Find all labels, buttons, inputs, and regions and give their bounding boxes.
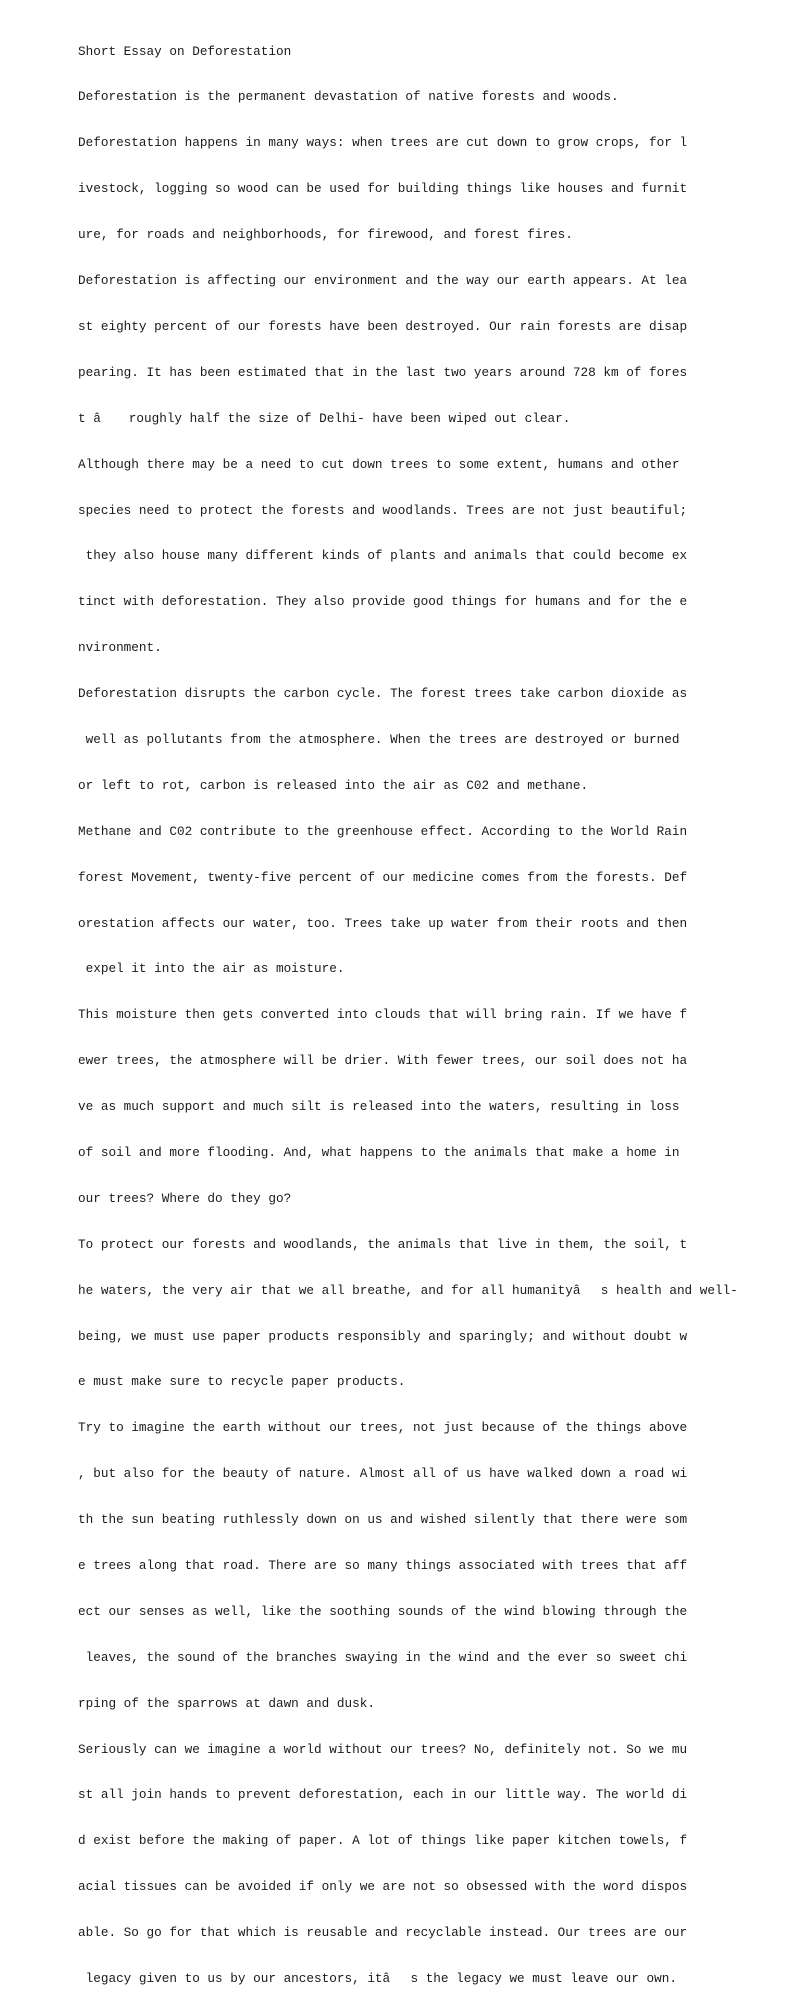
text-line: forest Movement, twenty-five percent of our medicine comes from the forests. Def [78,869,688,885]
text-line: well as pollutants from the atmosphere. When the trees are destroyed or burned [78,731,680,747]
text-line: e trees along that road. There are so many things associated with trees that aff [78,1557,688,1573]
text-line: acial tissues can be avoided if only we are not so obsessed with the word dispos [78,1879,688,1895]
text-line: ivestock, logging so wood can be used for building things like houses and furnit [78,181,688,197]
text-line: ect our senses as well, like the soothing sounds of the wind blowing through the [78,1603,688,1619]
text-line: ewer trees, the atmosphere will be drier. With fewer trees, our soil does not ha [78,1053,688,1069]
text-line: or left to rot, carbon is released into the air as C02 and methane. [78,777,589,793]
text-line: To protect our forests and woodlands, the animals that live in them, the soil, t [78,1236,688,1252]
essay-title: Short Essay on Deforestation [78,43,292,59]
text-line: d exist before the making of paper. A lot of things like paper kitchen towels, f [78,1833,688,1849]
text-line: he waters, the very air that we all breathe, and for all humanityâs health and well- [78,1282,738,1298]
text-line: expel it into the air as moisture. [78,961,345,977]
text-line: legacy given to us by our ancestors, itâs the legacy we must leave our own. [78,1971,677,1986]
text-line: ve as much support and much silt is released into the waters, resulting in loss [78,1099,680,1115]
text-line: , but also for the beauty of nature. Almost all of us have walked down a road wi [78,1466,688,1482]
text-line: they also house many different kinds of plants and animals that could become ex [78,548,688,564]
text-line: ure, for roads and neighborhoods, for firewood, and forest fires. [78,227,573,243]
text-line: of soil and more flooding. And, what happens to the animals that make a home in [78,1144,680,1160]
text-line: Try to imagine the earth without our trees, not just because of the things above [78,1420,688,1436]
text-line: tinct with deforestation. They also provide good things for humans and for the e [78,594,688,610]
text-line: Deforestation is affecting our environment and the way our earth appears. At lea [78,273,688,289]
text-line: Deforestation happens in many ways: when trees are cut down to grow crops, for l [78,135,688,151]
text-line: th the sun beating ruthlessly down on us and wished silently that there were som [78,1512,688,1528]
text-line: e must make sure to recycle paper products. [78,1374,406,1390]
text-line: orestation affects our water, too. Trees take up water from their roots and then [78,915,688,931]
text-line: st eighty percent of our forests have been destroyed. Our rain forests are disap [78,318,688,334]
text-line: Deforestation disrupts the carbon cycle. The forest trees take carbon dioxide as [78,686,688,702]
text-line: Although there may be a need to cut down trees to some extent, humans and other [78,456,680,472]
text-line: Seriously can we imagine a world without our trees? No, definitely not. So we mu [78,1741,688,1757]
text-line: being, we must use paper products responsibly and sparingly; and without doubt w [78,1328,688,1344]
text-line: nvironment. [78,640,162,656]
text-line: t â roughly half the size of Delhi- have been wiped out clear. [78,410,571,426]
text-line: leaves, the sound of the branches swaying in the wind and the ever so sweet chi [78,1649,688,1665]
text-line: pearing. It has been estimated that in the last two years around 728 km of fores [78,364,688,380]
text-line: species need to protect the forests and woodlands. Trees are not just beautiful; [78,502,688,518]
text-line: Methane and C02 contribute to the greenhouse effect. According to the World Rain [78,823,688,839]
text-line: rping of the sparrows at dawn and dusk. [78,1695,375,1711]
text-line: This moisture then gets converted into clouds that will bring rain. If we have f [78,1007,688,1023]
text-line: able. So go for that which is reusable and recyclable instead. Our trees are our [78,1925,688,1941]
text-line: our trees? Where do they go? [78,1190,292,1206]
text-line: st all join hands to prevent deforestation, each in our little way. The world di [78,1787,688,1803]
essay-document [78,13,738,2002]
text-line: Deforestation is the permanent devastation of native forests and woods. [78,89,619,105]
